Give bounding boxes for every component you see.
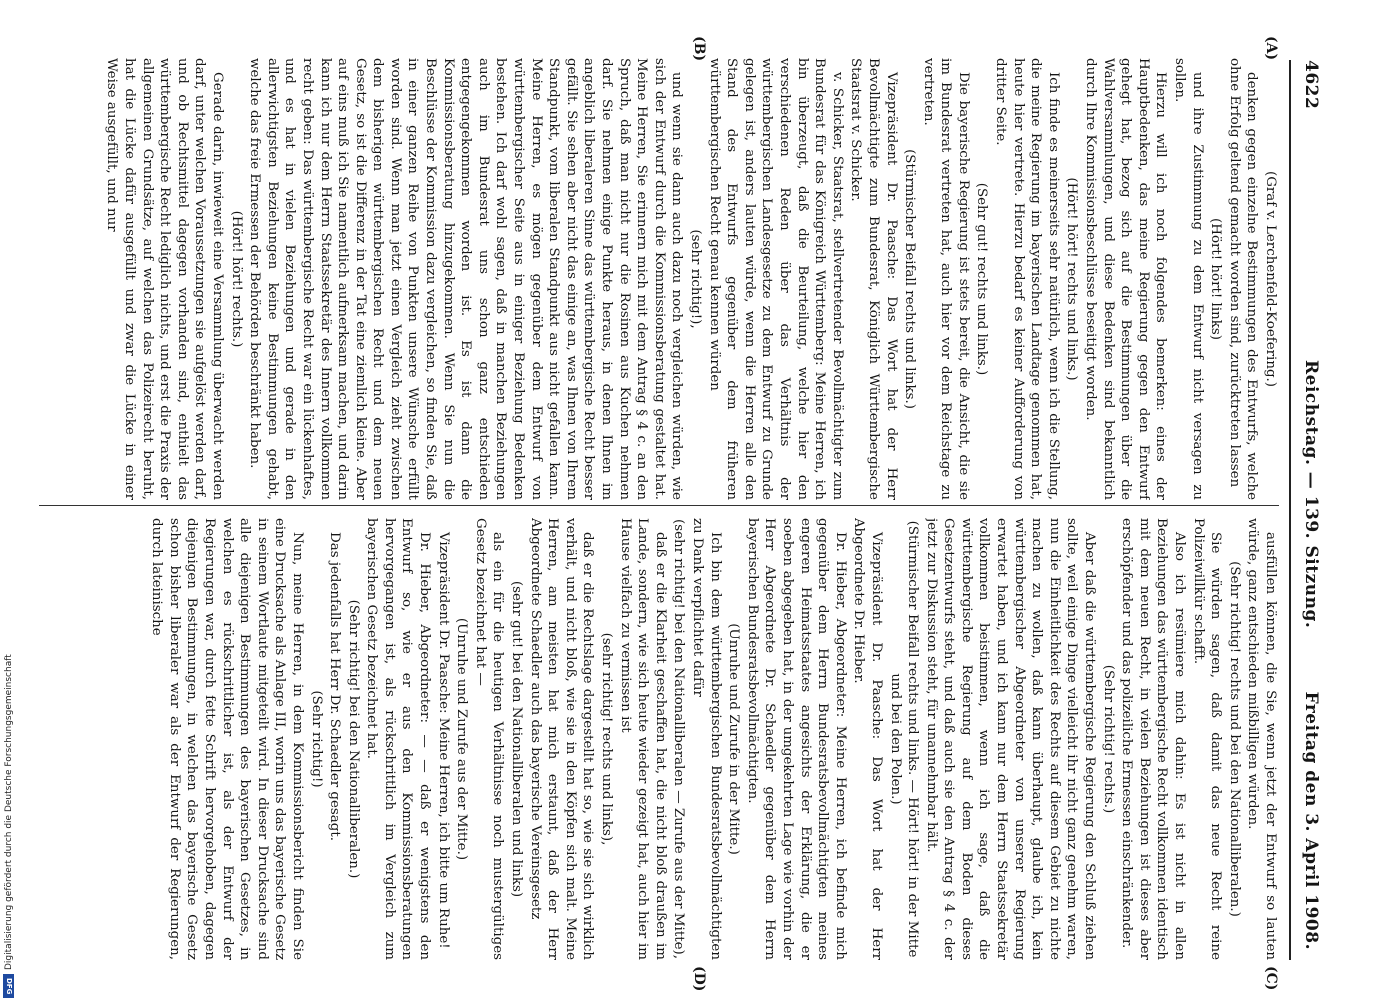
paragraph: (Sehr gut! rechts und links.) xyxy=(974,182,990,376)
paragraph: als ein für die heutigen Verhältnisse noch mustergültiges Gesetz bezeichnet hat — xyxy=(472,518,506,960)
paragraph: (Stürmischer Beifall rechts und links. — Hört! hört! in der Mitte und bei den Polen.) xyxy=(887,520,921,958)
dfg-logo: DFG xyxy=(3,974,14,998)
paragraph: Nun, meine Herren, in dem Kommissionsbericht finden Sie eine Drucksache als Anlage III, worin uns das bayerische Gesetz in seinem Wortlaute mitgeteilt wird. In dieser Drucksache sind alle diejenigen Bestimmungen des bayerischen Gesetzes, in welchen es rückschrittlicher ist, als der Entwurf der Regierungen war, durch fette Schrift hervorgehoben, dagegen diejenigen Bestimmungen, in welchen das bayerische Gesetz schon bisher liberaler war als der Entwurf der Regierungen, durch lateinische xyxy=(149,518,305,960)
margin-letter-b: (B) xyxy=(691,36,707,62)
paragraph: (Sehr richtig! rechts.) xyxy=(1100,664,1116,814)
paragraph: (Sehr richtig! bei den Nationalliberalen.) xyxy=(345,599,361,879)
paragraph: (sehr richtig!), xyxy=(688,229,703,329)
paragraph: Dr. Hieber, Abgeordneter: — — daß er wenigstens den Entwurf so, wie er aus den Kommissionsberatungen hervorgegangen ist, als rückschrittlich im Vergleich zum bayerischen Gesetz bezeichnet hat. xyxy=(364,518,433,960)
credit-text: Digitalisierung gefördert durch die Deutsche Forschungsgemeinschaft xyxy=(4,654,14,970)
paragraph: (Hört! hört! rechts.) xyxy=(228,210,244,348)
session-date: Freitag den 3. April 1908. xyxy=(1301,691,1321,950)
right-text-column xyxy=(39,518,1279,960)
page-header xyxy=(1293,60,1321,960)
paragraph: ausfüllen können, die Sie, wenn jetzt der Entwurf so lauten würde, ganz entschieden mißbilligen würden. xyxy=(1245,518,1278,960)
session-title: Reichstag. — 139. Sitzung. xyxy=(1301,360,1321,629)
paragraph: Die bayerische Regierung ist stets bereit, die Ansicht, die sie im Bundesrat vertreten hat, auch hier vor dem Reichstage zu vertreten. xyxy=(920,58,971,500)
paragraph: (sehr richtig! bei den Nationalliberalen — Zurufe aus der Mitte), xyxy=(671,518,687,960)
paragraph: (Stürmischer Beifall rechts und links.) xyxy=(902,149,918,409)
left-text-column xyxy=(39,58,1279,500)
paragraph: (sehr gut! bei den Nationalliberalen und links) xyxy=(509,580,525,898)
paragraph: Ich finde es meinerseits sehr natürlich, wenn ich die Stellung, die meine Regierung im bayerischen Landtage genommen hat, heute hier vertrete. Hierzu bedarf es keiner Aufforderung von dritter Seite. xyxy=(993,58,1061,500)
paragraph: Vizepräsident Dr. Paasche: Das Wort hat der Herr Bevollmächtigte zum Bundesrat, Königlich Württembergische Staatsrat v. Schicker. xyxy=(848,58,899,500)
paragraph: v. Schicker, Staatsrat, stellvertretender Bevollmächtigter zum Bundesrat für das Königreich Württemberg: Meine Herren, ich bin überzeugt, daß die Beurteilung, welche hier den verschiedenen Reden über das Verhältnis der württembergischen Landesgesetze zu dem Entwurf zu Grunde gelegen ist, anders lauten würde, wenn die Herren alle den Stand des Entwurfs gegenüber dem früheren württembergischen Recht genau kennen würden xyxy=(706,58,845,500)
paragraph: daß er die Klarheit geschaffen hat, die nicht bloß draußen im Lande, sondern, wie sich heute wieder gezeigt hat, auch hier im Hause vielfach zu vermissen ist xyxy=(617,518,668,960)
paragraph: (Unruhe und Zurufe in der Mitte.) xyxy=(726,623,742,855)
paragraph: (Unruhe und Zurufe aus der Mitte.) xyxy=(454,617,470,861)
paragraph: (Graf v. Lerchenfeld-Koefering.) xyxy=(1263,170,1278,388)
paragraph: Vizepräsident Dr. Paasche: Meine Herren, ich bitte um Ruhe! xyxy=(435,532,451,949)
paragraph: Also ich resümiere mich dahin: Es ist nicht in allen Beziehungen das württembergische Recht vollkommen identisch mit dem neuen Recht, in vielen Beziehungen ist dieses aber erschöpfender und das polizeiliche Ermessen einschränkender. xyxy=(1119,518,1188,960)
margin-letter-d: (D) xyxy=(691,966,707,992)
paragraph: Hierzu will ich noch folgendes bemerken: eines der Hauptbedenken, das meine Regierung gegen den Entwurf gehegt hat, bezog sich auf die Bestimmungen über die Wahlversammlungen, und diese Bedenken sind bekanntlich durch Ihre Kommissionsbeschlüsse beseitigt worden. xyxy=(1083,58,1169,500)
paragraph: denken gegen einzelne Bestimmungen des Entwurfs, welche ohne Erfolg geltend gemacht worden sind, zurücktreten lassen xyxy=(1226,58,1260,500)
header-rule xyxy=(1289,60,1291,960)
paragraph: (Sehr richtig!) xyxy=(308,690,324,788)
paragraph: und ihre Zustimmung zu dem Entwurf nicht versagen zu sollen. xyxy=(1172,58,1205,500)
margin-letter-c: (C) xyxy=(1263,966,1279,991)
paragraph: (Sehr richtig! rechts und bei den Nationalliberalen.) xyxy=(1226,561,1242,917)
paragraph: Vizepräsident Dr. Paasche: Das Wort hat der Herr Abgeordnete Dr. Hieber. xyxy=(851,518,884,960)
paragraph: (Hört! hört! links) xyxy=(1208,218,1224,340)
paragraph: Ich bin dem württembergischen Bundesratsbevollmächtigten zu Dank verpflichtet dafür xyxy=(690,518,723,960)
paragraph: Aber daß die württembergische Regierung den Schluß ziehen sollte, weil einige Dinge vielleicht ihr nicht ganz genehm waren, nun die Einheitlichkeit des Rechts auf diesem Gebiet zu nichte machen zu wollen, daß kann überhaupt, glaube ich, kein württembergischer Abgeordneter von unserer Regierung erwartet haben, und ich kann nur dem Herrn Staatssekretär vollkommen beistimmen, wenn ich sage, daß die württembergische Regierung auf dem Boden dieses Gesetzentwurfs steht, und daß auch sie den Antrag § 4 c. der jetzt zur Diskussion steht, für unannehmbar hält. xyxy=(923,518,1098,960)
paragraph: daß er die Rechtslage dargestellt hat so, wie sie sich wirklich verhält, und nicht bloß, wie sie in den Köpfen sich malt. Meine Herren, am meisten hat mich erstaunt, daß der Herr Abgeordnete Schaedler auch das bayerische Vereinsgesetz xyxy=(527,518,596,960)
column-divider xyxy=(39,505,1279,506)
digitization-credit xyxy=(2,0,16,1000)
paragraph: Sie würden sagen, daß damit das neue Recht reine Polizeiwillkür schafft. xyxy=(1190,518,1224,960)
margin-letter-a: (A) xyxy=(1263,36,1279,61)
page-number: 4622 xyxy=(1301,60,1321,110)
paragraph: (Hört! hört! rechts und links.) xyxy=(1064,177,1080,381)
paragraph: (sehr richtig! rechts und links), xyxy=(599,632,615,846)
paragraph: Gerade darin, inwieweit eine Versammlung überwacht werden darf, unter welchen Voraussetzungen sie aufgelöst werden darf, und ob Rechtsmittel dagegen vorhanden sind, enthielt das württembergische Recht lediglich nichts, und erst die Praxis der allgemeinen Grundsätze, auf welchen das Polizeirecht beruht, hat die Lücke dafür ausgefüllt und zwar die Lücke in einer Weise ausgefüllt, und nur xyxy=(104,58,225,500)
paragraph: und wenn sie dann auch dazu noch vergleichen würden, wie sich der Entwurf durch die Kommissionsberatung gestaltet hat. Meine Herren, Sie erinnern mich mit dem Antrag § 4 c. an den Spruch, daß man nicht nur die Rosinen aus Kuchen nehmen darf. Sie nehmen einige Punkte heraus, in denen Ihnen im angeblich liberaleren Sinne das württembergische Recht besser gefällt. Sie sehen aber nicht das einige an, was Ihnen von Ihrem Standpunkt, vom liberalen Standpunkt aus nicht gefallen kann. Meine Herren, es mögen gegenüber dem Entwurf von württembergischer Seite aus in einiger Beziehung Bedenken bestehen. Ich darf wohl sagen, daß in manchen Beziehungen auch im Bundesrat uns schon ganz entschieden entgegengekommen worden ist. Es ist dann die Kommissionsberatung hinzugekommen. Wenn Sie nun die Beschlüsse der Kommission dazu vergleichen, so finden Sie, daß in einer ganzen Reihe von Punkten unsere Wünsche erfüllt worden sind. Wenn man jetzt einen Vergleich zieht zwischen dem bisherigen württembergischen Recht und dem neuen Gesetz, so ist die Differenz in der Tat eine ziemlich kleine. Aber auf eins muß ich Sie namentlich aufmerksam machen, und darin kann ich nur dem Herrn Staatssekretär des Innern vollkommen recht geben: Das württembergische Recht war ein lückenhaftes, und es hat in vielen Beziehungen und gerade in den allerwichtigsten Beziehungen keine Bestimmungen gehabt, welche das freie Ermessen der Behörden beschränkt haben. xyxy=(247,58,685,500)
paragraph: Dr. Hieber, Abgeordneter: Meine Herren, ich befinde mich gegenüber dem Herrn Bundesratsbevollmächtigten meines engeren Heimatsstaates angesichts der Erklärung, die er soeben abgegeben hat, in der umgekehrten Lage wie vorhin der Herr Abgeordnete Dr. Schaedler gegenüber dem Herrn bayerischen Bundesratsbevollmächtigten. xyxy=(744,518,848,960)
paragraph: Das jedenfalls hat Herr Dr. Schaedler gesagt. xyxy=(327,532,343,841)
